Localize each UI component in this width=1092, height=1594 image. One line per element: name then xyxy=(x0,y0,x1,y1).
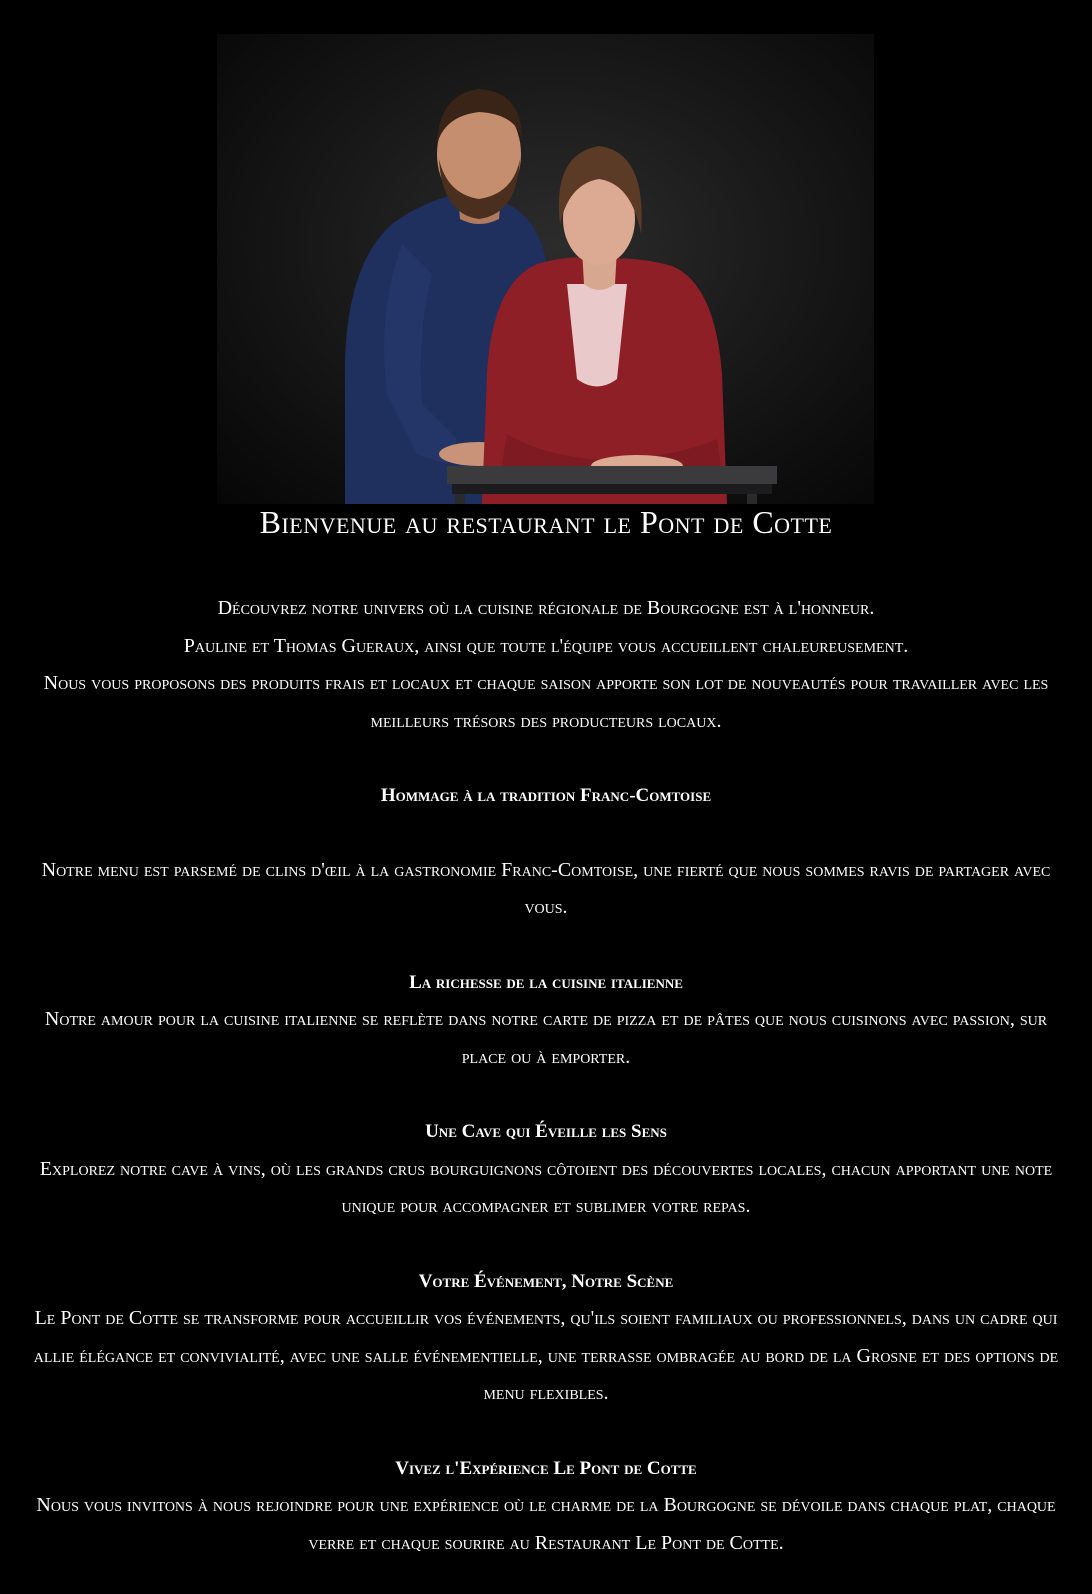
page-title: Bienvenue au restaurant le Pont de Cotte xyxy=(259,504,833,540)
section-heading-experience: Vivez l'Expérience Le Pont de Cotte xyxy=(395,1457,697,1479)
section-heading-franc-comtoise: Hommage à la tradition Franc-Comtoise xyxy=(380,785,712,806)
intro-line-1: Découvrez notre univers où la cuisine régionale de Bourgogne est à l'honneur. xyxy=(217,597,875,619)
section-text-cave: Explorez notre cave à vins, où les grands crus bourguignons côtoient des découvertes locales, chacun apportant une note unique pour accompagner et sublimer votre repas. xyxy=(39,1157,1053,1217)
section-text-evenement: Le Pont de Cotte se transforme pour accueillir vos événements, qu'ils soient familiaux ou professionnels, dans un cadre qui allie élégance et convivialité, avec une salle événementielle, une terrasse ombragée au bord de la Grosne et des options de menu flexibles. xyxy=(33,1307,1059,1404)
spacer xyxy=(28,815,1064,852)
section-text-italienne: Notre amour pour la cuisine italienne se reflète dans notre carte de pizza et de pâtes que nous cuisinons avec passion, sur place ou à emporter. xyxy=(44,1008,1048,1068)
intro-line-2: Pauline et Thomas Gueraux, ainsi que toute l'équipe vous accueillent chaleureusement. xyxy=(183,634,909,657)
welcome-content xyxy=(28,590,1064,1562)
spacer xyxy=(28,1226,1064,1263)
table-top xyxy=(447,466,777,484)
owners-photo-illustration xyxy=(217,34,874,504)
owners-photo xyxy=(217,34,874,504)
spacer xyxy=(28,1076,1064,1113)
section-text-experience: Nous vous invitons à nous rejoindre pour une expérience où le charme de la Bourgogne se dévoile dans chaque plat, chaque verre et chaque sourire au Restaurant Le Pont de Cotte. xyxy=(36,1494,1056,1554)
section-text-franc-comtoise: Notre menu est parsemé de clins d'œil à la gastronomie Franc-Comtoise, une fierté que nous sommes ravis de partager avec vous. xyxy=(41,858,1051,918)
section-heading-evenement: Votre Événement, Notre Scène xyxy=(418,1270,674,1292)
section-heading-cave: Une Cave qui Éveille les Sens xyxy=(425,1121,667,1142)
spacer xyxy=(28,740,1064,777)
section-heading-italienne: La richesse de la cuisine italienne xyxy=(409,971,683,993)
intro-line-3: Nous vous proposons des produits frais et locaux et chaque saison apporte son lot de nouveautés pour travailler avec les meilleurs trésors des producteurs locaux. xyxy=(43,672,1049,732)
spacer xyxy=(28,1413,1064,1450)
spacer xyxy=(28,927,1064,964)
table-edge xyxy=(452,484,772,494)
